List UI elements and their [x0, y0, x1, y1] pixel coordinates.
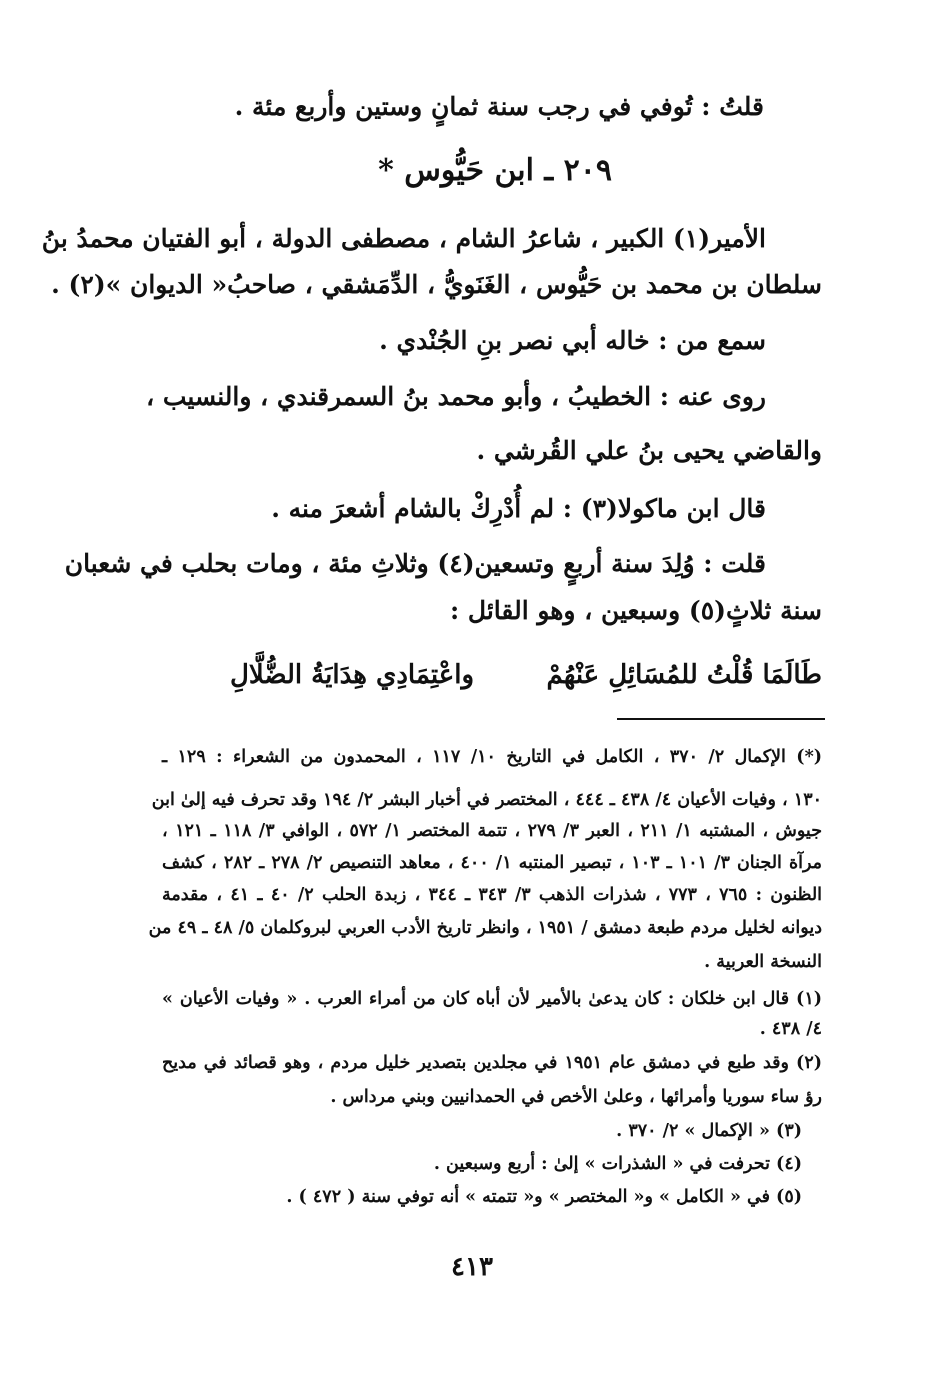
heard-from-line: سمع من : خاله أبي نصر بنِ الجُنْدي .	[379, 326, 766, 355]
verse-first-hemistich: طَالَمَا قُلْتُ للمُسَائِلِ عَنْهُمْ	[546, 660, 822, 690]
footnote-4: (٤) تحرفت في « الشذرات » إلىٰ : أربع وسبعين .	[433, 1154, 802, 1174]
footnote-star-line-7: النسخة العربية .	[704, 952, 822, 972]
biography-line-2: سلطان بن محمد بن حَيُّوس ، الغَنَويُّ ، الدِّمَشقي ، صاحبُ« الديوان »(٢) .	[51, 270, 822, 299]
footnote-5: (٥) في « الكامل » و« المختصر » و« تتمته » أنه توفي سنة ( ٤٧٢ ) .	[286, 1187, 802, 1207]
page-number: ٤١٣	[451, 1252, 493, 1282]
birth-death-line-1: قلت : وُلِدَ سنة أربعٍ وتسعين(٤) وثلاثِ مئة ، ومات بحلب في شعبان	[64, 549, 766, 578]
footnote-2-line-1: (٢) وقد طبع في دمشق عام ١٩٥١ في مجلدين بتصدير خليل مردم ، وهو قصائد في مديح	[162, 1053, 822, 1073]
closing-note-line: قلتُ : تُوفي في رجب سنة ثمانٍ وستين وأربع مئة .	[234, 92, 764, 121]
narrators-line-2: والقاضي يحيى بنُ علي القُرشي .	[476, 436, 822, 465]
footnote-1-line-2: ٤/ ٤٣٨ .	[759, 1019, 822, 1039]
footnote-star-line-3: جيوش ، المشتبه ١/ ٢١١ ، العبر ٣/ ٢٧٩ ، تتمة المختصر ١/ ٥٧٢ ، الوافي ٣/ ١١٨ ـ ١٢١ ،	[162, 821, 823, 841]
footnote-2-line-2: رؤ ساء سوريا وأمرائها ، وعلىٰ الأخص في الحمدانيين وبني مرداس .	[330, 1087, 822, 1107]
footnote-star-line-2: ١٣٠ ، وفيات الأعيان ٤/ ٤٣٨ ـ ٤٤٤ ، المختصر في أخبار البشر ٢/ ١٩٤ وقد تحرف فيه إلىٰ ابن	[151, 790, 822, 810]
footnote-star-line-5: الظنون : ٧٦٥ ، ٧٧٣ ، شذرات الذهب ٣/ ٣٤٣ ـ ٣٤٤ ، زبدة الحلب ٢/ ٤٠ ـ ٤١ ، مقدمة	[162, 885, 823, 905]
footnote-1-line-1: (١) قال ابن خلكان : كان يدعىٰ بالأمير لأن أباه كان من أمراء العرب . « وفيات الأعيان »	[162, 989, 822, 1009]
footnote-star-line-6: ديوانه لخليل مردم طبعة دمشق / ١٩٥١ ، وانظر تاريخ الأدب العربي لبروكلمان ٥/ ٤٨ ـ ٤٩ من	[148, 918, 822, 938]
footnote-star-line-4: مرآة الجنان ٣/ ١٠١ ـ ١٠٣ ، تبصير المنتبه ١/ ٤٠٠ ، معاهد التنصيص ٢/ ٢٧٨ ـ ٢٨٢ ، كشف	[162, 853, 823, 873]
footnote-star-line-1: (*) الإكمال ٢/ ٣٧٠ ، الكامل في التاريخ ١٠/ ١١٧ ، المحمدون من الشعراء : ١٢٩ ـ	[162, 747, 823, 767]
biography-line-1: الأمير(١) الكبير ، شاعرُ الشام ، مصطفى الدولة ، أبو الفتيان محمدُ بنُ	[41, 224, 766, 253]
footnote-3: (٣) « الإكمال » ٢/ ٣٧٠ .	[616, 1121, 802, 1141]
footnote-separator	[617, 718, 825, 720]
birth-death-line-2: سنة ثلاثٍ(٥) وسبعين ، وهو القائل :	[449, 596, 822, 625]
verse-second-hemistich: واعْتِمَادِي هِدَايَةُ الضُّلَّالِ	[230, 660, 474, 690]
narrators-line-1: روى عنه : الخطيبُ ، وأبو محمد بنُ السمرقندي ، والنسيب ،	[146, 382, 766, 411]
ibn-makula-quote: قال ابن ماكولا(٣) : لم أُدْرِكْ بالشام أشعرَ منه .	[271, 494, 766, 523]
entry-title: ٢٠٩ ـ ابن حَيُّوس *	[378, 153, 612, 188]
